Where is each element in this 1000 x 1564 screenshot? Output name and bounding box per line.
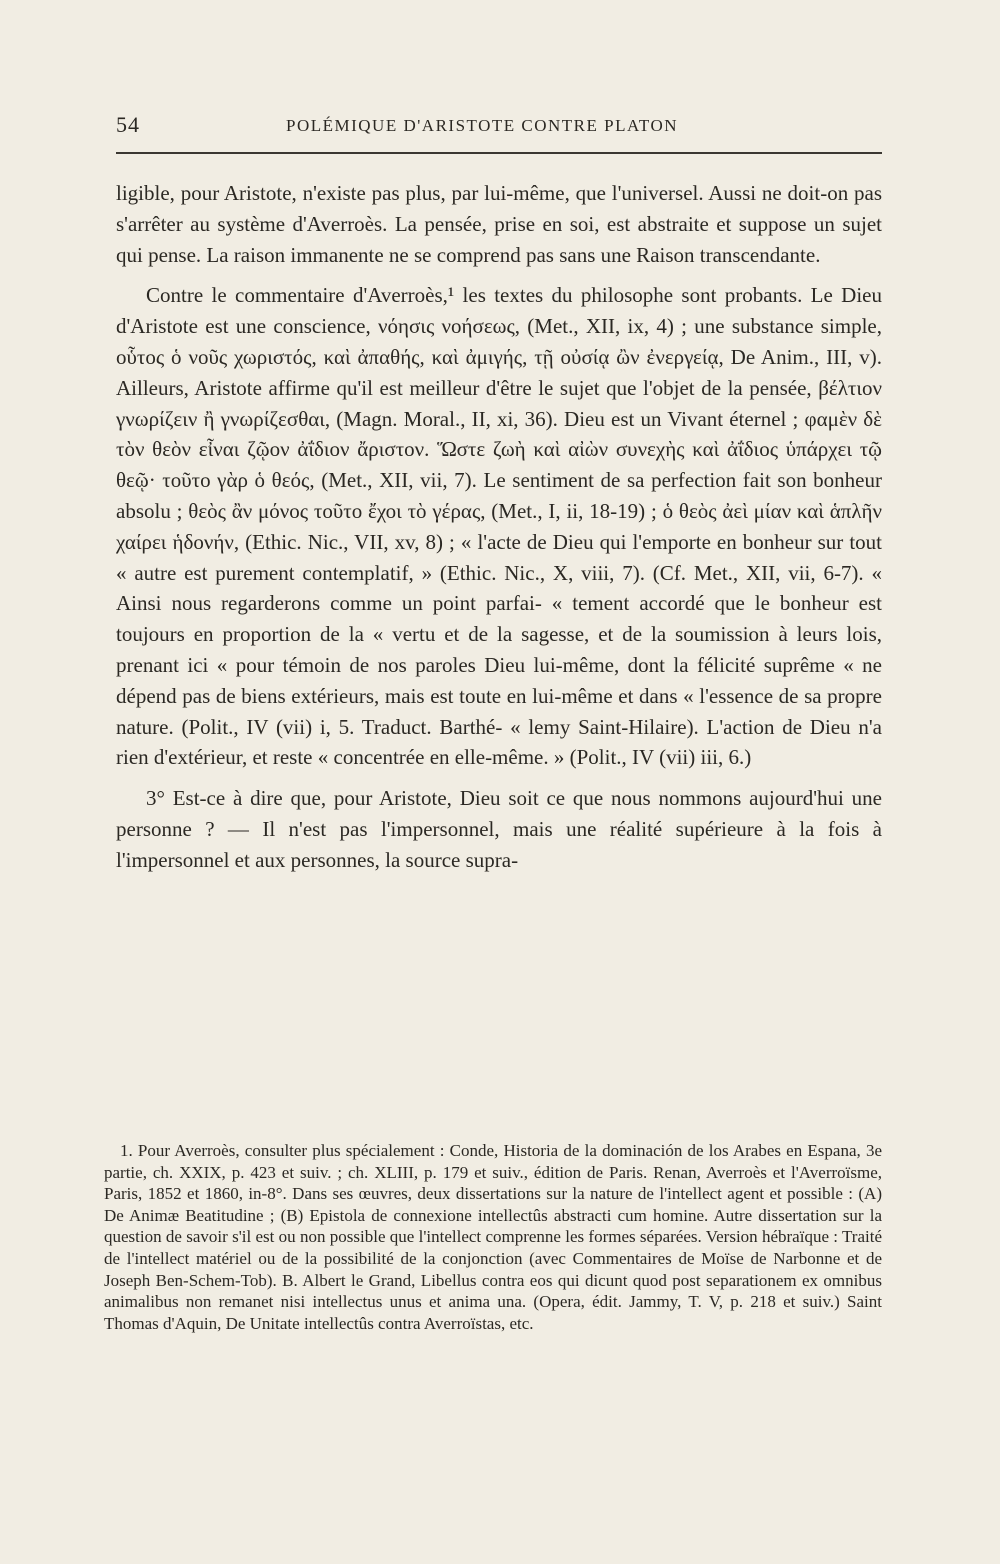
page-number: 54 [116, 112, 140, 137]
paragraph: 3° Est-ce à dire que, pour Aristote, Dieu soit ce que nous nommons aujourd'hui une personne ? — Il n'est pas l'impersonnel, mais une réalité supérieure à la fois à l'impersonnel et aux personnes, la source supra- [116, 786, 882, 872]
body-text [116, 178, 882, 876]
footnote: 1. Pour Averroès, consulter plus spécialement : Conde, Historia de la dominación de los Arabes en Espana, 3e partie, ch. XXIX, p. 423 et suiv. ; ch. XLIII, p. 179 et suiv., édition de Paris. Renan, Averroès et l'Averroïsme, Paris, 1852 et 1860, in-8°. Dans ses œuvres, deux dissertations sur la nature de l'intellect agent et possible : (A) De Animæ Beatitudine ; (B) Epistola de connexione intellectûs abstracti cum homine. Autre dissertation sur la question de savoir s'il est ou non possible que l'intellect comprenne les formes séparées. Version hébraïque : Traité de l'intellect matériel ou de la possibilité de la conjonction (avec Commentaires de Moïse de Narbonne et de Joseph Ben-Schem-Tob). B. Albert le Grand, Libellus contra eos qui dicunt quod post separationem ex omnibus animalibus non remanet nisi intellectus unus et anima una. (Opera, édit. Jammy, T. V, p. 218 et suiv.) Saint Thomas d'Aquin, De Unitate intellectûs contra Averroïstas, etc. [104, 1141, 882, 1333]
paragraph: ligible, pour Aristote, n'existe pas plus, par lui-même, que l'universel. Aussi ne doit-on pas s'arrêter au système d'Averroès. La pensée, prise en soi, est abstraite et suppose un sujet qui pense. La raison immanente ne se comprend pas sans une Raison transcendante. [116, 181, 882, 267]
page-header [116, 112, 882, 142]
paragraph: Contre le commentaire d'Averroès,¹ les textes du philosophe sont probants. Le Dieu d'Aristote est une conscience, νόησις νοήσεως, (Met., XII, ix, 4) ; une substance simple, οὗτος ὁ νοῦς χωριστός, καὶ ἀπαθής, καὶ ἀμιγής, τῇ οὐσίᾳ ὢν ἐνεργείᾳ, De Anim., III, v). Ailleurs, Aristote affirme qu'il est meilleur d'être le sujet que l'objet de la pensée, βέλτιον γνωρίζειν ἢ γνωρίζεσθαι, (Magn. Moral., II, xi, 36). Dieu est un Vivant éternel ; φαμὲν δὲ τὸν θεὸν εἶναι ζῷον ἀΐδιον ἄριστον. Ὥστε ζωὴ καὶ αἰὼν συνεχὴς καὶ ἀΐδιος ὑπάρχει τῷ θεῷ· τοῦτο γὰρ ὁ θεός, (Met., XII, vii, 7). Le sentiment de sa perfection fait son bonheur absolu ; θεὸς ἂν μόνος τοῦτο ἔχοι τὸ γέρας, (Met., I, ii, 18-19) ; ὁ θεὸς ἀεὶ μίαν καὶ ἁπλῆν χαίρει ἡδονήν, (Ethic. Nic., VII, xv, 8) ; « l'acte de Dieu qui l'emporte en bonheur sur tout « autre est purement contemplatif, » (Ethic. Nic., X, viii, 7). (Cf. Met., XII, vii, 6-7). « Ainsi nous regarderons comme un point parfai- « tement accordé que le bonheur est toujours en proportion de la « vertu et de la sagesse, et de la soumission à leurs lois, prenant ici « pour témoin de nos paroles Dieu lui-même, dont la félicité suprême « ne dépend pas de biens extérieurs, mais est toute en lui-même et dans « l'essence de sa propre nature. (Polit., IV (vii) i, 5. Traduct. Barthé- « lemy Saint-Hilaire). L'action de Dieu n'a rien d'extérieur, et reste « concentrée en elle-même. » (Polit., IV (vii) iii, 6.) [116, 283, 882, 770]
running-title: POLÉMIQUE D'ARISTOTE CONTRE PLATON [286, 116, 679, 135]
header-rule [116, 152, 882, 154]
footnotes [104, 1140, 882, 1334]
